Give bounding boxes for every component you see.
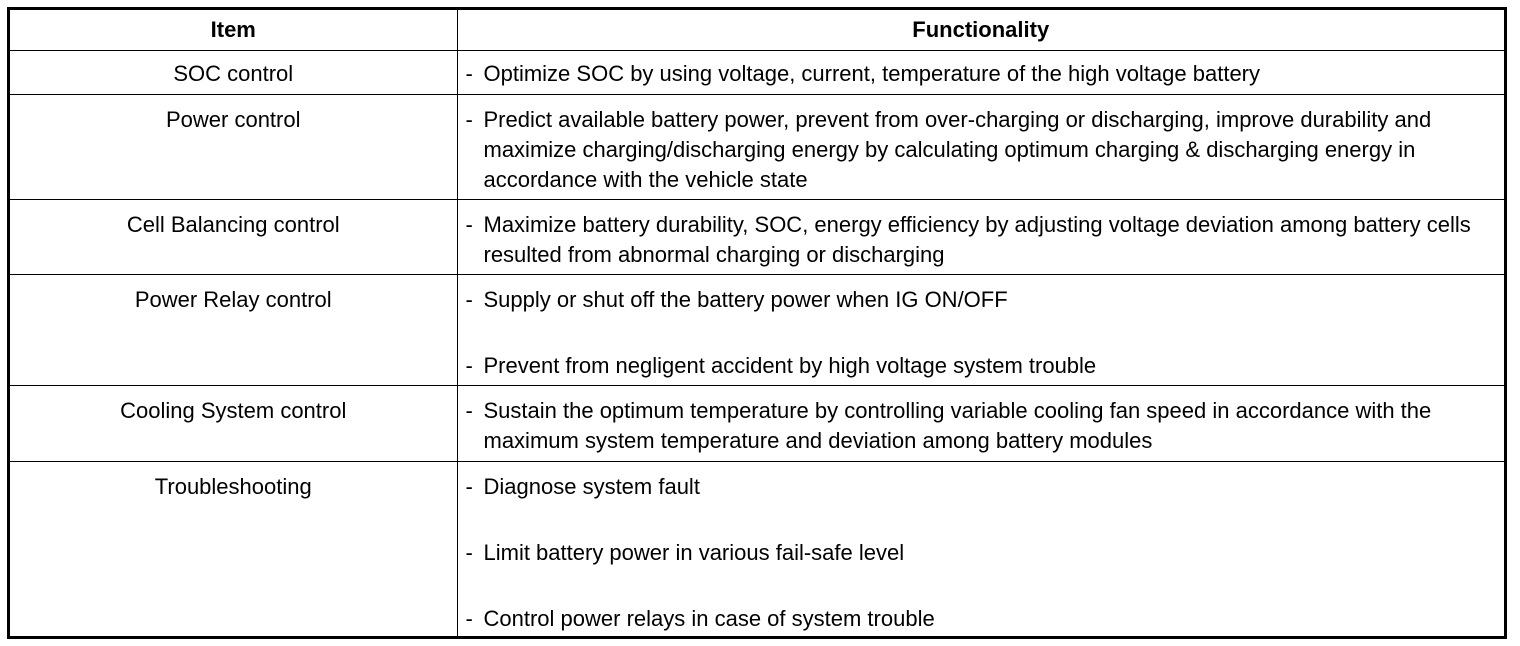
function-bullet <box>466 351 1499 381</box>
table-row <box>10 95 1504 200</box>
column-header-functionality: Functionality <box>457 10 1504 51</box>
function-text: Optimize SOC by using voltage, current, temperature of the high voltage battery <box>483 61 1261 86</box>
bullet-dash: - <box>465 61 473 86</box>
function-text: Predict available battery power, prevent from over-charging or discharging, improve durability and maximize charging/discharging energy by calculating optimum charging & discharging energy in accordance with the vehicle state <box>483 107 1432 192</box>
function-text: Sustain the optimum temperature by controlling variable cooling fan speed in accordance with the maximum system temperature and deviation among battery modules <box>483 398 1432 453</box>
bullet-dash: - <box>465 287 473 312</box>
item-cell: Power Relay control <box>10 275 457 386</box>
function-bullet <box>466 210 1499 270</box>
function-bullet <box>466 538 1499 568</box>
function-text: Diagnose system fault <box>483 474 700 499</box>
function-bullet <box>466 604 1499 634</box>
bullet-dash: - <box>465 398 473 423</box>
item-cell: Cell Balancing control <box>10 200 457 275</box>
functionality-cell <box>457 275 1504 386</box>
bullet-dash: - <box>465 606 473 631</box>
function-text: Limit battery power in various fail-safe level <box>483 540 905 565</box>
table-row <box>10 200 1504 275</box>
function-text: Control power relays in case of system trouble <box>483 606 935 631</box>
table-row <box>10 275 1504 386</box>
item-cell: Cooling System control <box>10 386 457 462</box>
functionality-cell <box>457 386 1504 462</box>
table-row <box>10 462 1504 639</box>
column-header-item: Item <box>10 10 457 51</box>
bms-function-table <box>10 10 1504 638</box>
functionality-cell <box>457 51 1504 95</box>
bms-function-table-frame <box>7 7 1507 639</box>
bullet-dash: - <box>465 540 473 565</box>
bullet-dash: - <box>465 107 473 132</box>
function-bullet <box>466 285 1499 315</box>
item-cell: SOC control <box>10 51 457 95</box>
function-text: Maximize battery durability, SOC, energy efficiency by adjusting voltage deviation among battery cells resulted from abnormal charging or discharging <box>483 212 1471 267</box>
table-row <box>10 386 1504 462</box>
function-bullet <box>466 59 1499 89</box>
functionality-cell <box>457 200 1504 275</box>
item-cell: Troubleshooting <box>10 462 457 639</box>
function-bullet <box>466 396 1499 456</box>
bullet-dash: - <box>465 212 473 237</box>
bullet-dash: - <box>465 474 473 499</box>
item-cell: Power control <box>10 95 457 200</box>
function-text: Prevent from negligent accident by high voltage system trouble <box>483 353 1097 378</box>
function-bullet <box>466 105 1499 195</box>
bullet-dash: - <box>465 353 473 378</box>
header-row <box>10 10 1504 51</box>
functionality-cell <box>457 95 1504 200</box>
table-row <box>10 51 1504 95</box>
function-bullet <box>466 472 1499 502</box>
functionality-cell <box>457 462 1504 639</box>
function-text: Supply or shut off the battery power when IG ON/OFF <box>483 287 1008 312</box>
